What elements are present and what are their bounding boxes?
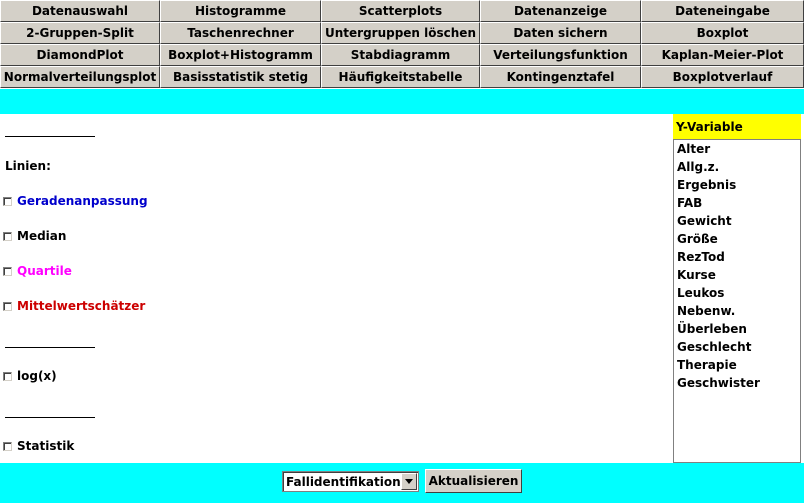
list-item[interactable]: Therapie bbox=[677, 358, 737, 372]
list-item[interactable]: Alter bbox=[677, 142, 711, 156]
top-cyan-bar bbox=[0, 89, 804, 114]
select-value: Fallidentifikation bbox=[286, 474, 401, 489]
menu-grid bbox=[0, 0, 804, 88]
y-variable-panel bbox=[673, 114, 801, 463]
option-median[interactable] bbox=[3, 229, 66, 243]
mittelwertschaetzer-label: Mittelwertschätzer bbox=[17, 299, 146, 313]
menu-daten-sichern-button[interactable]: Daten sichern bbox=[480, 22, 641, 44]
list-item[interactable]: Ergebnis bbox=[677, 178, 737, 192]
median-label: Median bbox=[17, 229, 67, 243]
separator-line bbox=[5, 417, 95, 418]
menu-boxplotverlauf-button[interactable]: Boxplotverlauf bbox=[641, 66, 804, 88]
list-item[interactable]: Nebenw. bbox=[677, 304, 736, 318]
separator-line bbox=[5, 347, 95, 348]
menu-kaplan-meier-plot-button[interactable]: Kaplan-Meier-Plot bbox=[641, 44, 804, 66]
geradenanpassung-checkbox[interactable] bbox=[3, 197, 12, 206]
list-item[interactable]: Größe bbox=[677, 232, 718, 246]
menu-haeufigkeitstabelle-button[interactable]: Häufigkeitstabelle bbox=[321, 66, 480, 88]
menu-basisstatistik-stetig-button[interactable]: Basisstatistik stetig bbox=[160, 66, 321, 88]
logx-label: log(x) bbox=[17, 369, 57, 383]
quartile-label: Quartile bbox=[17, 264, 72, 278]
quartile-checkbox[interactable] bbox=[3, 267, 12, 276]
list-item[interactable]: Geschlecht bbox=[677, 340, 752, 354]
list-item[interactable]: Geschwister bbox=[677, 376, 760, 390]
option-mittelwertschaetzer[interactable] bbox=[3, 299, 145, 313]
mittelwertschaetzer-checkbox[interactable] bbox=[3, 302, 12, 311]
menu-boxplot-histogramm-button[interactable]: Boxplot+Histogramm bbox=[160, 44, 321, 66]
update-button[interactable]: Aktualisieren bbox=[425, 469, 522, 493]
y-variable-header: Y-Variable bbox=[673, 114, 801, 139]
menu-kontingenztafel-button[interactable]: Kontingenztafel bbox=[480, 66, 641, 88]
option-statistik[interactable] bbox=[3, 439, 74, 453]
menu-2-gruppen-split-button[interactable]: 2-Gruppen-Split bbox=[0, 22, 160, 44]
logx-checkbox[interactable] bbox=[3, 372, 12, 381]
menu-verteilungsfunktion-button[interactable]: Verteilungsfunktion bbox=[480, 44, 641, 66]
case-identification-select[interactable] bbox=[282, 471, 419, 492]
menu-boxplot-button[interactable]: Boxplot bbox=[641, 22, 804, 44]
line-options-panel bbox=[0, 114, 672, 463]
list-item[interactable]: Überleben bbox=[677, 322, 747, 336]
statistik-checkbox[interactable] bbox=[3, 442, 12, 451]
list-item[interactable]: RezTod bbox=[677, 250, 725, 264]
menu-normalverteilungsplot-button[interactable]: Normalverteilungsplot bbox=[0, 66, 160, 88]
menu-taschenrechner-button[interactable]: Taschenrechner bbox=[160, 22, 321, 44]
menu-datenauswahl-button[interactable]: Datenauswahl bbox=[0, 0, 160, 22]
menu-dateneingabe-button[interactable]: Dateneingabe bbox=[641, 0, 804, 22]
lines-label: Linien: bbox=[5, 159, 51, 173]
list-item[interactable]: Allg.z. bbox=[677, 160, 720, 174]
menu-diamondplot-button[interactable]: DiamondPlot bbox=[0, 44, 160, 66]
y-variable-list[interactable] bbox=[673, 139, 801, 463]
option-quartile[interactable] bbox=[3, 264, 72, 278]
list-item[interactable]: Gewicht bbox=[677, 214, 732, 228]
menu-stabdiagramm-button[interactable]: Stabdiagramm bbox=[321, 44, 480, 66]
menu-untergruppen-loeschen-button[interactable]: Untergruppen löschen bbox=[321, 22, 480, 44]
list-item[interactable]: Leukos bbox=[677, 286, 725, 300]
geradenanpassung-label: Geradenanpassung bbox=[17, 194, 148, 208]
dropdown-arrow-icon[interactable] bbox=[401, 473, 417, 490]
list-item[interactable]: FAB bbox=[677, 196, 703, 210]
list-item[interactable]: Kurse bbox=[677, 268, 716, 282]
option-geradenanpassung[interactable] bbox=[3, 194, 148, 208]
median-checkbox[interactable] bbox=[3, 232, 12, 241]
bottom-cyan-bar bbox=[0, 463, 804, 503]
menu-scatterplots-button[interactable]: Scatterplots bbox=[321, 0, 480, 22]
menu-histogramme-button[interactable]: Histogramme bbox=[160, 0, 321, 22]
option-logx[interactable] bbox=[3, 369, 57, 383]
statistik-label: Statistik bbox=[17, 439, 75, 453]
menu-datenanzeige-button[interactable]: Datenanzeige bbox=[480, 0, 641, 22]
separator-line bbox=[5, 136, 95, 137]
